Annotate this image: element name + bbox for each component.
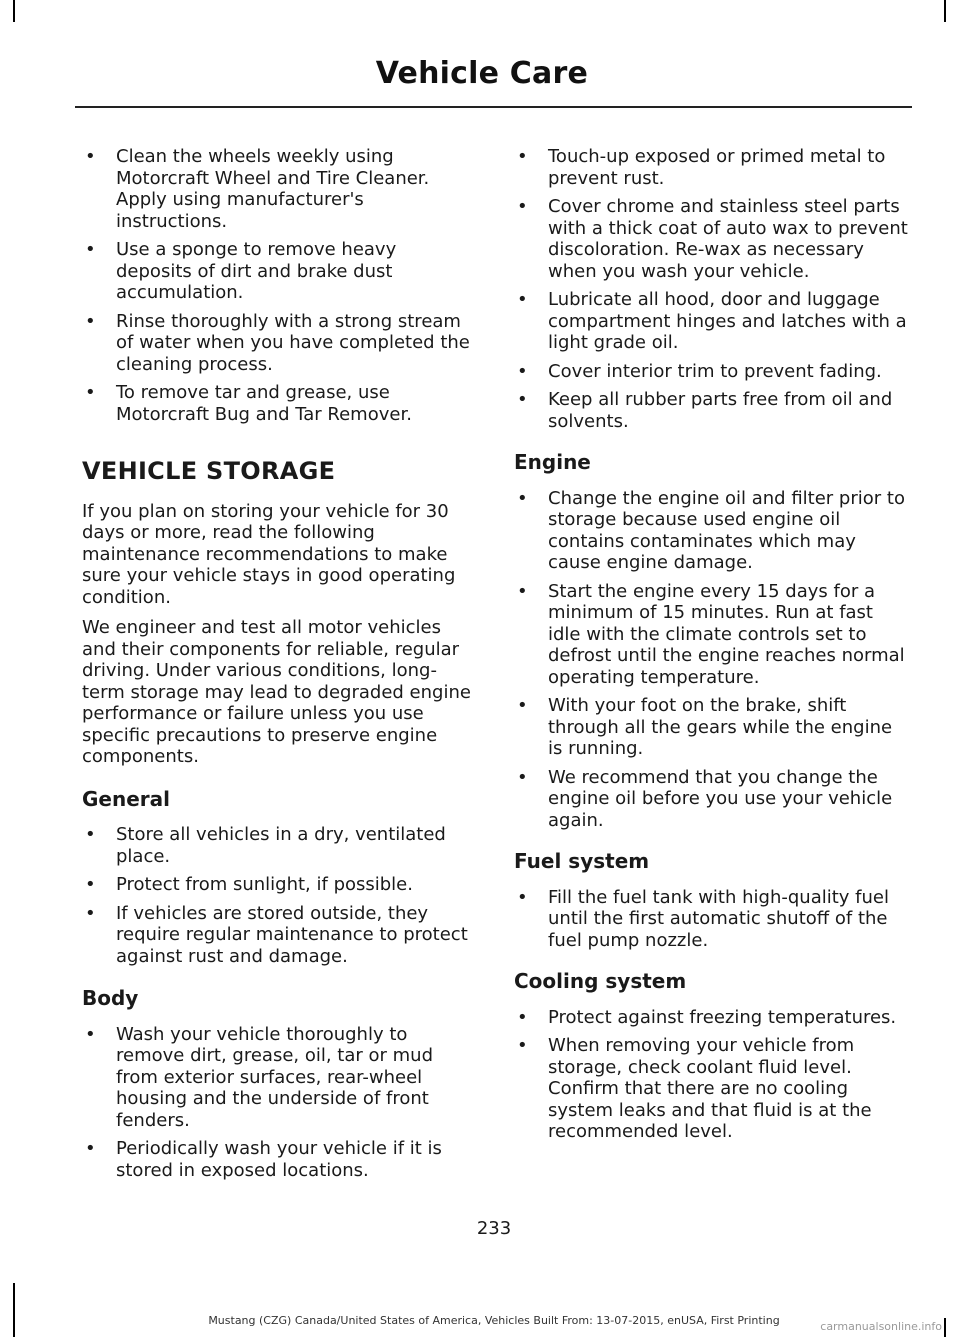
body-list-continued — [514, 146, 908, 432]
list-item: • Store all vehicles in a dry, ventilated place. — [82, 824, 474, 867]
section-heading-vehicle-storage: VEHICLE STORAGE — [82, 457, 336, 485]
list-item: • Periodically wash your vehicle if it is stored in exposed locations. — [82, 1138, 474, 1181]
list-item: • When removing your vehicle from storage, check coolant fluid level. Confirm that there are no cooling system leaks and that fluid is at the recommended level. — [514, 1035, 908, 1143]
list-item: • Change the engine oil and filter prior to storage because used engine oil contains contaminates which may cause engine damage. — [514, 488, 908, 574]
engine-list — [514, 488, 908, 832]
list-item: • Protect against freezing temperatures. — [514, 1007, 908, 1029]
paragraph: We engineer and test all motor vehicles and their components for reliable, regular driving. Under various conditions, long-term storage may lead to degraded engine performance or failure unless you use specific precautions to preserve engine components. — [82, 617, 471, 767]
list-item: • Cover interior trim to prevent fading. — [514, 361, 908, 383]
cooling-list — [514, 1007, 908, 1143]
subheading-cooling-system: Cooling system — [514, 969, 687, 993]
crop-mark-top-left — [13, 0, 15, 22]
paragraph: If you plan on storing your vehicle for 30 days or more, read the following maintenance recommendations to make sure your vehicle stays in good operating condition. — [82, 500, 456, 608]
subheading-engine: Engine — [514, 450, 591, 474]
list-item: • Rinse thoroughly with a strong stream of water when you have completed the cleaning process. — [82, 311, 474, 376]
crop-mark-bottom-left — [13, 1283, 15, 1337]
page-title: Vehicle Care — [375, 56, 588, 91]
subheading-general: General — [82, 786, 170, 811]
footer-text: Mustang (CZG) Canada/United States of America, Vehicles Built From: 13-07-2015, enUSA, First Printing — [208, 1314, 780, 1327]
list-item: • Clean the wheels weekly using Motorcraft Wheel and Tire Cleaner. Apply using manufacturer's instructions. — [82, 146, 474, 232]
list-item: • We recommend that you change the engine oil before you use your vehicle again. — [514, 767, 908, 832]
list-item: • Fill the fuel tank with high-quality fuel until the first automatic shutoff of the fuel pump nozzle. — [514, 887, 908, 952]
body-list — [82, 1024, 474, 1182]
list-item: • Touch-up exposed or primed metal to prevent rust. — [514, 146, 908, 189]
list-item: • Lubricate all hood, door and luggage compartment hinges and latches with a light grade oil. — [514, 289, 908, 354]
page-number: 233 — [476, 1218, 512, 1239]
list-item: • Protect from sunlight, if possible. — [82, 874, 474, 896]
list-item: • To remove tar and grease, use Motorcraft Bug and Tar Remover. — [82, 382, 474, 425]
subheading-body: Body — [82, 986, 139, 1010]
list-item: • Cover chrome and stainless steel parts with a thick coat of auto wax to prevent discoloration. Re-wax as necessary when you wash your vehicle. — [514, 196, 908, 282]
list-item: • Wash your vehicle thoroughly to remove dirt, grease, oil, tar or mud from exterior surfaces, rear-wheel housing and the underside of front fenders. — [82, 1024, 474, 1132]
watermark: carmanualsonline.info — [820, 1320, 942, 1333]
fuel-list — [514, 887, 908, 952]
left-column — [82, 146, 474, 1188]
list-item: • Use a sponge to remove heavy deposits of dirt and brake dust accumulation. — [82, 239, 474, 304]
crop-mark-top-right — [944, 0, 946, 22]
list-item: • If vehicles are stored outside, they require regular maintenance to protect against rust and damage. — [82, 903, 474, 968]
wheel-cleaning-list — [82, 146, 474, 425]
list-item: • Keep all rubber parts free from oil and solvents. — [514, 389, 908, 432]
subheading-fuel-system: Fuel system — [514, 849, 650, 873]
list-item: • Start the engine every 15 days for a minimum of 15 minutes. Run at fast idle with the climate controls set to defrost until the engine reaches normal operating temperature. — [514, 581, 908, 689]
right-column — [514, 146, 908, 1150]
general-list — [82, 824, 474, 967]
header-divider — [75, 106, 912, 108]
list-item: • With your foot on the brake, shift through all the gears while the engine is running. — [514, 695, 908, 760]
